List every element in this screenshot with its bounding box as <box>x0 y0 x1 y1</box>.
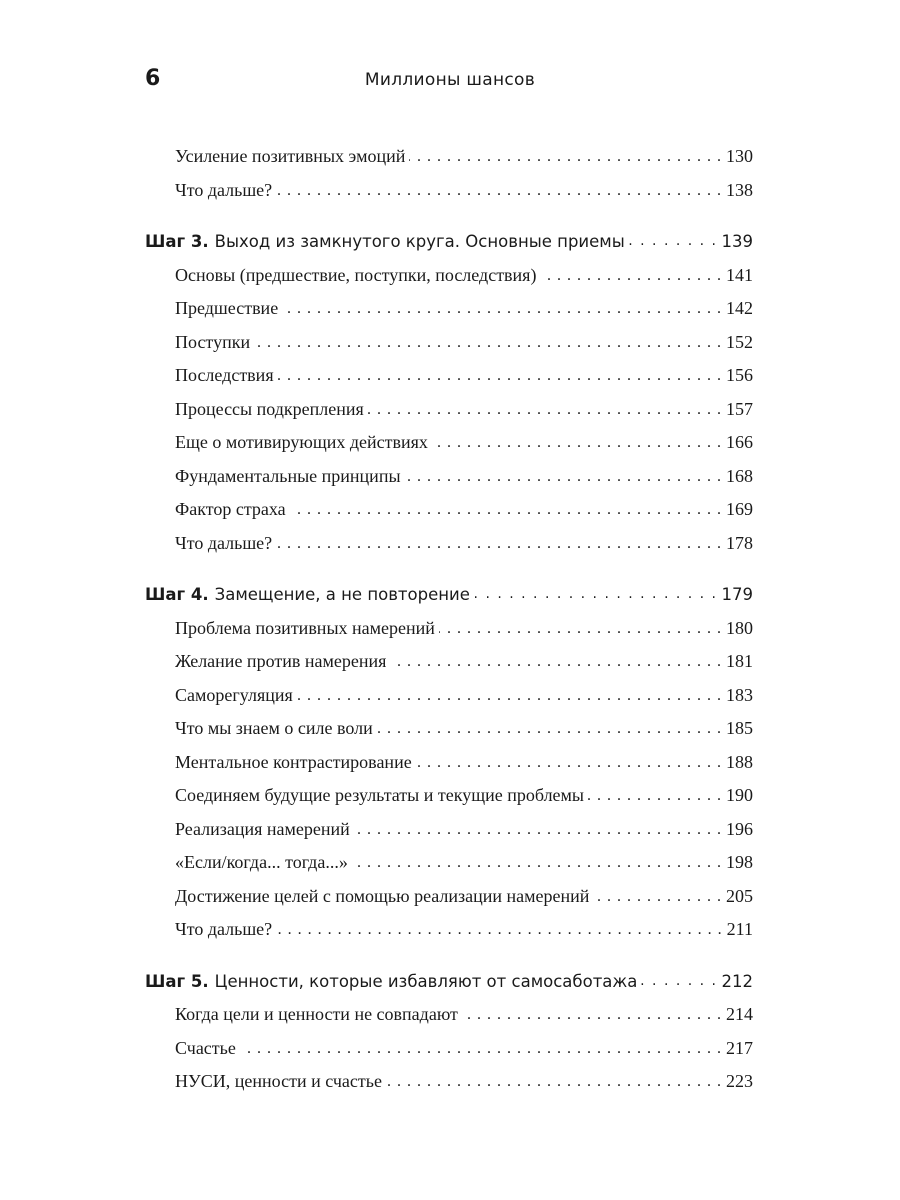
dot-leader <box>276 527 722 561</box>
dot-leader <box>390 645 722 679</box>
toc-entry <box>145 645 753 679</box>
toc-entry-title: Что мы знаем о силе воли <box>175 718 373 738</box>
toc-entry <box>145 712 753 746</box>
toc-entry <box>145 359 753 393</box>
toc-entry-title: Реализация намерений <box>175 818 350 839</box>
toc-entry-title: Что дальше? <box>175 179 273 200</box>
toc-entry-page: 185 <box>726 718 753 738</box>
toc-entry-title: Поступки <box>175 331 251 352</box>
dot-leader <box>276 913 722 947</box>
toc-entry-title: Основы (предшествие, поступки, последствия) <box>175 264 537 285</box>
dot-leader <box>297 679 722 713</box>
toc-entry-page: 152 <box>726 331 753 352</box>
toc-entry-title: Проблема позитивных намерений <box>175 617 435 638</box>
toc-section-step-4 <box>145 578 753 947</box>
dot-leader <box>254 326 722 360</box>
dot-leader <box>432 426 722 460</box>
toc-entry-title: «Если/когда... тогда...» <box>175 852 348 872</box>
toc-entry-title: Еще о мотивирующих действиях <box>175 432 428 452</box>
toc-entry-page: 190 <box>726 785 753 805</box>
toc-section-step-3 <box>145 225 753 560</box>
dot-leader <box>641 965 717 999</box>
dot-leader <box>276 174 722 208</box>
toc-entry-page: 223 <box>726 1071 753 1091</box>
toc-entry <box>145 493 753 527</box>
dot-leader <box>352 846 722 880</box>
running-title: Миллионы шансов <box>364 70 536 90</box>
toc-entry <box>145 259 753 293</box>
toc-entry-page: 138 <box>726 179 753 200</box>
toc-entry-title: Усиление позитивных эмоций <box>175 146 406 166</box>
dot-leader <box>474 578 718 612</box>
toc-entry <box>145 1065 753 1099</box>
toc-entry <box>145 846 753 880</box>
toc-entry-title: Достижение целей с помощью реализации намерений <box>175 885 590 906</box>
toc-entry <box>145 140 753 174</box>
toc-entry-page: 168 <box>726 465 753 486</box>
toc-entry-page: 141 <box>726 264 753 285</box>
toc-entry-page: 166 <box>726 432 753 452</box>
toc-entry-title: Процессы подкрепления <box>175 398 364 419</box>
toc-entry-title: НУСИ, ценности и счастье <box>175 1071 382 1091</box>
toc-step-heading <box>145 965 753 999</box>
dot-leader <box>416 746 722 780</box>
dot-leader <box>278 359 722 393</box>
toc-entry-page: 198 <box>726 852 753 872</box>
step-label: Шаг 3. <box>145 232 209 251</box>
toc-entry-page: 196 <box>726 818 753 839</box>
toc-entry-title: Фактор страха <box>175 499 286 519</box>
dot-leader <box>629 225 718 259</box>
toc-entry <box>145 813 753 847</box>
page-number: 6 <box>145 66 161 91</box>
dot-leader <box>354 813 722 847</box>
toc-entry-title: Предшествие <box>175 298 279 318</box>
toc-section-step-5 <box>145 965 753 1099</box>
step-label: Шаг 5. <box>145 971 209 991</box>
toc-entry-page: 188 <box>726 751 753 772</box>
dot-leader <box>409 140 722 174</box>
toc-entry-page: 180 <box>726 617 753 638</box>
dot-leader <box>368 393 722 427</box>
toc-entry-title: Последствия <box>175 365 274 385</box>
table-of-contents <box>145 140 753 1117</box>
step-label: Шаг 4. <box>145 585 209 604</box>
dot-leader <box>540 259 722 293</box>
step-title: Ценности, которые избавляют от самосаботажа <box>214 971 638 991</box>
dot-leader <box>240 1032 722 1066</box>
toc-entry-page: 217 <box>726 1037 753 1058</box>
dot-leader <box>377 712 722 746</box>
toc-entry-title: Что дальше? <box>175 532 273 553</box>
toc-entry-page: 211 <box>726 919 753 939</box>
toc-entry-page: 142 <box>726 298 753 318</box>
toc-entry <box>145 779 753 813</box>
step-page: 212 <box>721 971 753 991</box>
dot-leader <box>282 292 722 326</box>
toc-entry-page: 181 <box>726 651 753 671</box>
toc-entry <box>145 426 753 460</box>
dot-leader <box>405 460 722 494</box>
toc-entry-page: 178 <box>726 532 753 553</box>
toc-entry-page: 130 <box>726 146 753 166</box>
toc-entry-title: Желание против намерения <box>175 651 387 671</box>
toc-entry-page: 157 <box>726 398 753 419</box>
toc-step-heading <box>145 225 753 259</box>
dot-leader <box>462 998 722 1032</box>
toc-entry <box>145 1032 753 1066</box>
toc-entry-title: Ментальное контрастирование <box>175 751 412 772</box>
toc-entry-page: 183 <box>726 684 753 705</box>
toc-entry-page: 205 <box>726 885 753 906</box>
toc-entry <box>145 679 753 713</box>
toc-entry <box>145 393 753 427</box>
toc-entry <box>145 746 753 780</box>
toc-entry <box>145 612 753 646</box>
toc-entry-title: Соединяем будущие результаты и текущие проблемы <box>175 785 585 805</box>
toc-entry <box>145 460 753 494</box>
toc-step-heading <box>145 578 753 612</box>
toc-entry <box>145 527 753 561</box>
toc-entry-title: Когда цели и ценности не совпадают <box>175 1004 458 1024</box>
toc-entry-title: Что дальше? <box>175 919 273 939</box>
toc-section-continued <box>145 140 753 207</box>
dot-leader <box>439 612 722 646</box>
step-page: 179 <box>721 585 753 604</box>
toc-entry <box>145 913 753 947</box>
toc-entry <box>145 174 753 208</box>
toc-entry-title: Саморегуляция <box>175 684 293 705</box>
toc-entry-page: 214 <box>726 1004 753 1024</box>
dot-leader <box>593 880 722 914</box>
toc-entry <box>145 326 753 360</box>
dot-leader <box>290 493 722 527</box>
dot-leader <box>588 779 722 813</box>
step-title: Выход из замкнутого круга. Основные приемы <box>214 232 625 251</box>
toc-entry-title: Фундаментальные принципы <box>175 465 401 486</box>
step-title: Замещение, а не повторение <box>214 585 470 604</box>
toc-entry-page: 169 <box>726 499 753 519</box>
toc-entry <box>145 998 753 1032</box>
toc-entry <box>145 880 753 914</box>
dot-leader <box>386 1065 722 1099</box>
toc-entry-title: Счастье <box>175 1037 236 1058</box>
step-page: 139 <box>721 232 753 251</box>
toc-entry-page: 156 <box>726 365 753 385</box>
toc-entry <box>145 292 753 326</box>
